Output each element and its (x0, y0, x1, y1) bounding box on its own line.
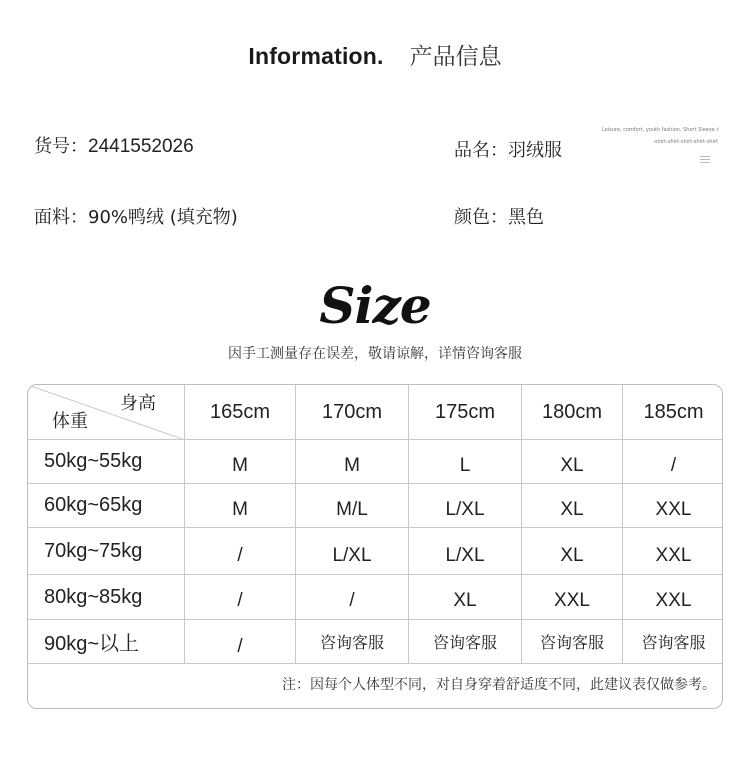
size-cell: XL (560, 545, 584, 566)
height-header: 170cm (321, 400, 383, 423)
table-note: 注：因每个人体型不同，对自身穿着舒适度不同，此建议表仅做参考。 (282, 677, 716, 693)
weight-cell: 80kg~85kg (44, 585, 143, 608)
size-cell: L/XL (445, 498, 485, 520)
product-name (454, 136, 562, 162)
size-cell: XXL (655, 545, 692, 566)
decorative-caption-line-2: -shirt-shirt-shirt-shirt-shirt (653, 139, 718, 145)
size-subtitle: 因手工测量存在误差，敬请谅解，详情咨询客服 (228, 346, 522, 362)
size-cell: XXL (655, 498, 692, 520)
size-cell: / (349, 590, 355, 611)
size-cell: L/XL (445, 545, 485, 566)
size-cell: M (232, 454, 248, 476)
product-name-value: 羽绒服 (508, 140, 562, 161)
list-lines-icon (700, 156, 710, 166)
height-header: 175cm (434, 400, 496, 423)
size-cell: XXL (554, 590, 590, 611)
weight-cell: 60kg~65kg (44, 494, 143, 516)
fabric (34, 203, 238, 229)
corner-weight-label: 体重 (52, 411, 88, 432)
product-name-label: 品名： (454, 140, 508, 161)
size-cell: XL (560, 498, 584, 520)
size-cell: XXL (655, 590, 692, 611)
decorative-caption-line-1: Leisure, comfort, youth fashion, Short Sleeve t (602, 127, 719, 133)
size-cell: M (232, 498, 248, 520)
header-title-cn: 产品信息 (409, 44, 502, 70)
size-cell: L/XL (332, 545, 372, 566)
size-cell: L (459, 454, 471, 476)
height-header: 185cm (643, 400, 704, 423)
weight-cell: 70kg~75kg (44, 539, 143, 562)
size-cell: M/L (336, 498, 368, 520)
weight-cell: 50kg~55kg (44, 450, 143, 472)
size-cell: XL (453, 590, 477, 611)
size-cell: / (237, 545, 243, 566)
decorative-caption (602, 124, 718, 148)
size-cell: 咨询客服 (539, 633, 604, 652)
color-value: 黑色 (508, 207, 544, 228)
item-number-value: 2441552026 (88, 136, 194, 157)
color-label: 颜色： (454, 207, 508, 228)
size-cell: / (237, 590, 243, 611)
fabric-value: 90%鸭绒 (填充物) (88, 207, 238, 228)
size-cell: 咨询客服 (319, 633, 384, 652)
size-cell: XL (560, 454, 584, 476)
weight-cell: 90kg~以上 (44, 633, 140, 655)
size-cell: / (670, 454, 677, 476)
size-cell: 咨询客服 (432, 633, 497, 652)
item-number-label: 货号： (34, 136, 88, 157)
header-title-en: Information. (248, 43, 384, 69)
size-title: Size (319, 276, 431, 335)
row-divider (28, 663, 723, 664)
size-cell: / (237, 635, 243, 657)
corner-height-label: 身高 (120, 393, 156, 414)
fabric-label: 面料： (34, 207, 88, 228)
size-cell: 咨询客服 (641, 633, 706, 652)
height-header: 180cm (541, 400, 603, 423)
height-header: 165cm (209, 400, 271, 423)
size-table (27, 384, 723, 709)
item-number (34, 132, 194, 158)
size-cell: M (344, 454, 360, 476)
color (454, 203, 544, 229)
page-header (0, 38, 750, 74)
